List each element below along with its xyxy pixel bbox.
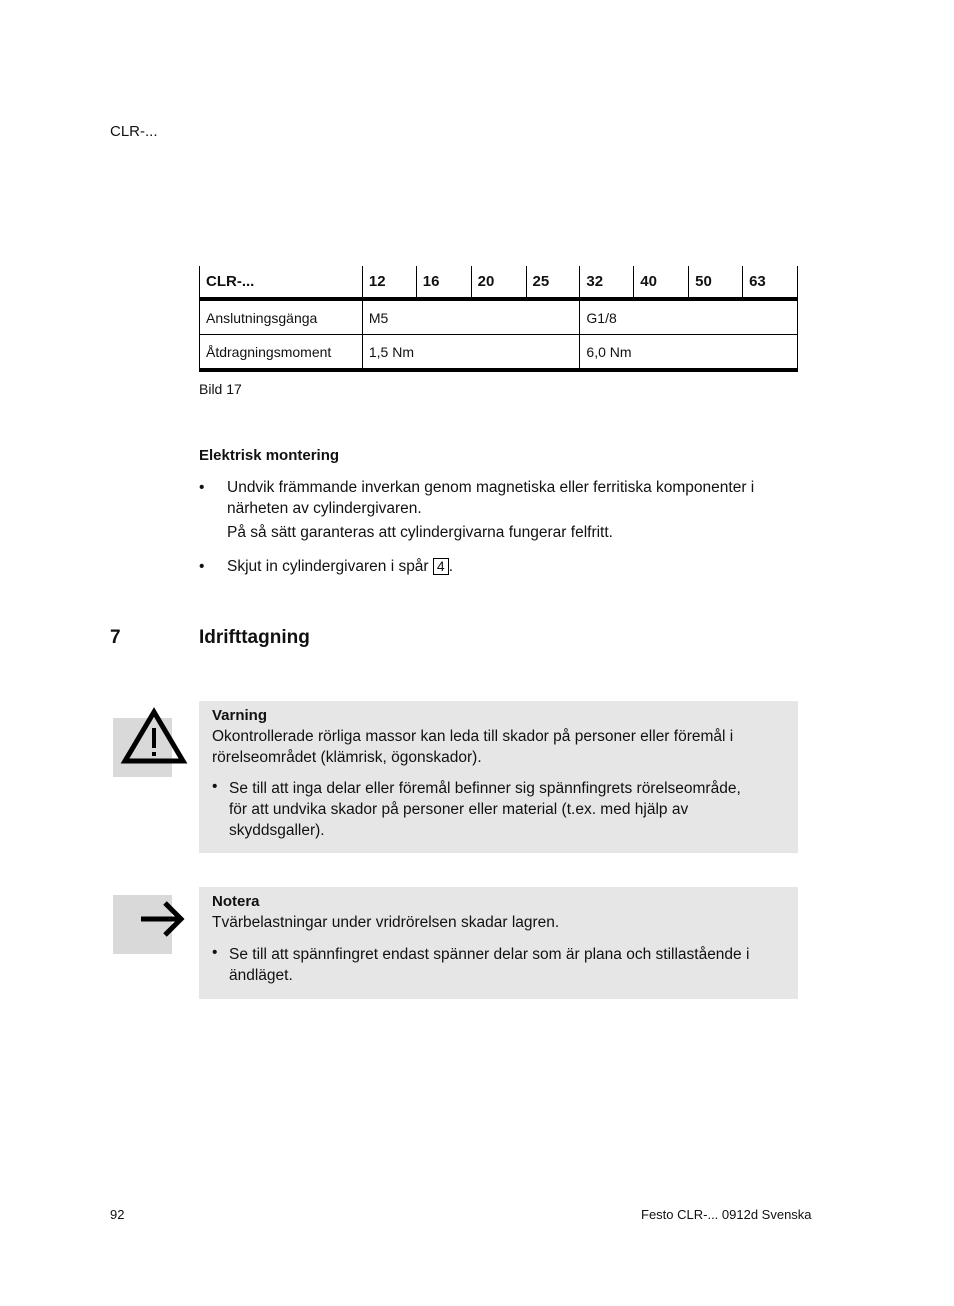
table-cell: G1/8 (580, 299, 798, 335)
table-header-cell: 63 (743, 266, 798, 299)
footer-document: Festo CLR-... 0912d Svenska (641, 1207, 812, 1222)
bullet-symbol: • (199, 558, 205, 575)
table-cell: 6,0 Nm (580, 335, 798, 371)
warning-line: Okontrollerade rörliga massor kan leda till skador på personer eller föremål i (212, 728, 734, 745)
note-bullet-line: ändläget. (229, 967, 293, 984)
table-header-cell: 32 (580, 266, 634, 299)
connection-table (199, 266, 798, 372)
figure-caption: Bild 17 (199, 381, 242, 397)
table-header-cell: 25 (526, 266, 580, 299)
table-row (200, 335, 798, 371)
table-header-cell: 40 (634, 266, 689, 299)
table-row-label: Anslutningsgänga (200, 299, 363, 335)
bullet-symbol: • (199, 479, 205, 496)
bullet-symbol: • (212, 778, 218, 795)
page-number: 92 (110, 1207, 125, 1222)
section-number: 7 (110, 627, 121, 648)
table-cell: 1,5 Nm (362, 335, 580, 371)
note-icon-box (113, 895, 172, 954)
note-text: Tvärbelastningar under vridrörelsen skadar lagren. (212, 914, 560, 931)
bullet-symbol: • (212, 944, 218, 961)
table-cell: M5 (362, 299, 580, 335)
list-item-end: . (448, 558, 454, 575)
note-bullet-line: Se till att spännfingret endast spänner delar som är plana och stillastående i (229, 946, 750, 963)
table-row (200, 299, 798, 335)
arrow-right-icon (113, 895, 172, 954)
table-header-cell: 20 (471, 266, 526, 299)
list-item-text: Undvik främmande inverkan genom magnetiska eller ferritiska komponenter i (227, 479, 755, 496)
table-header-cell: 16 (416, 266, 471, 299)
section-title: Idrifttagning (199, 627, 310, 648)
list-item-note: På så sätt garanteras att cylindergivarna fungerar felfritt. (227, 524, 613, 541)
warning-bullet (229, 778, 784, 841)
table-header-cell: 12 (362, 266, 416, 299)
table-header-cell: CLR-... (200, 266, 363, 299)
note-bullet (229, 944, 784, 986)
note-title: Notera (212, 893, 260, 910)
warning-text (212, 726, 782, 768)
list-item-text: närheten av cylindergivaren. (227, 500, 422, 517)
warning-title: Varning (212, 707, 268, 724)
slot-reference: 4 (433, 558, 449, 575)
note-box (199, 887, 798, 999)
electrical-heading: Elektrisk montering (199, 447, 340, 464)
table-header-row (200, 266, 798, 299)
list-item-text: Skjut in cylindergivaren i spår (227, 558, 429, 575)
warning-line: rörelseområdet (klämrisk, ögonskador). (212, 749, 482, 766)
warning-triangle-icon (113, 718, 172, 777)
warning-bullet-line: skyddsgaller). (229, 822, 325, 839)
warning-bullet-line: för att undvika skador på personer eller material (t.ex. med hjälp av (229, 801, 689, 818)
table-row-label: Åtdragningsmoment (200, 335, 363, 371)
table-header-cell: 50 (689, 266, 743, 299)
warning-box (199, 701, 798, 853)
warning-icon-box (113, 718, 172, 777)
warning-bullet-line: Se till att inga delar eller föremål befinner sig spännfingrets rörelseområde, (229, 780, 741, 797)
page-header: CLR-... (110, 123, 158, 140)
